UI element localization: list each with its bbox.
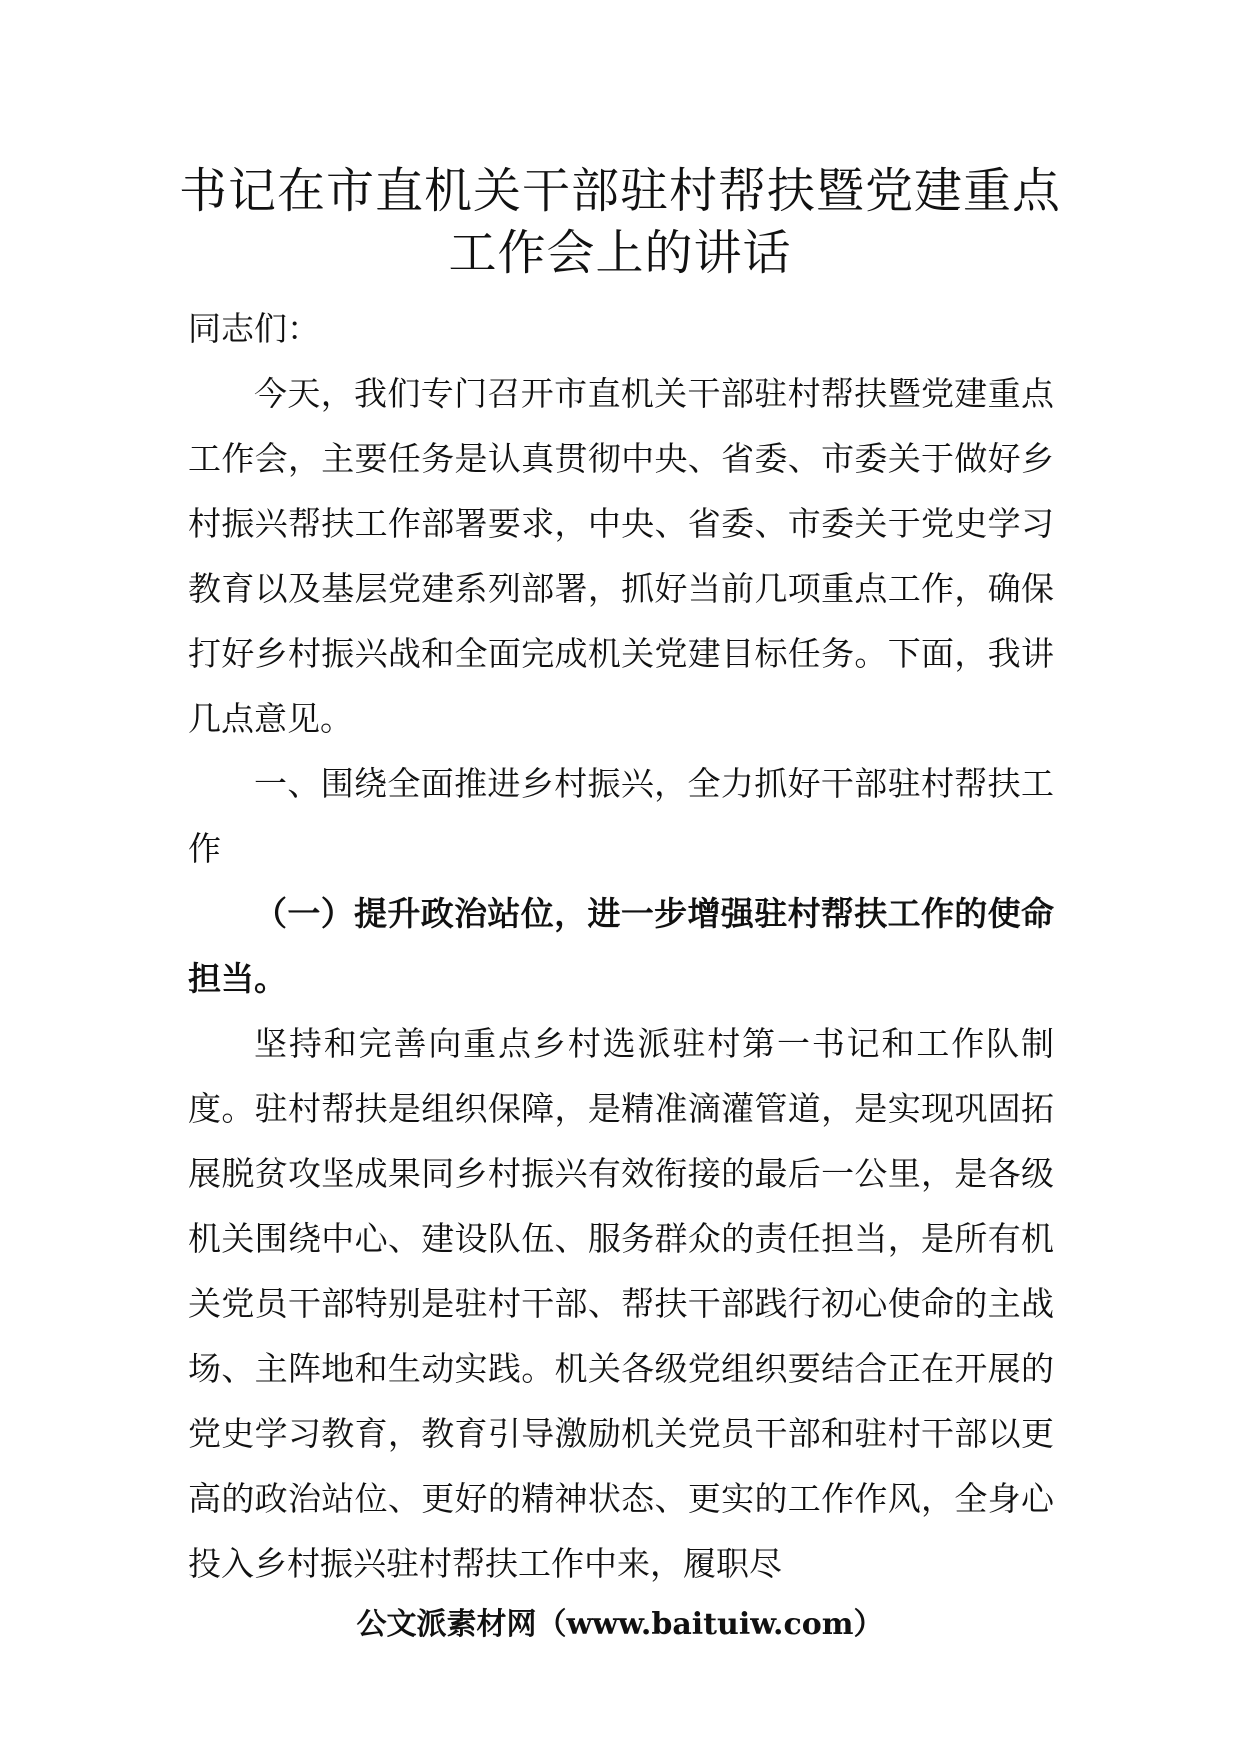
title-line-2: 工作会上的讲话	[448, 225, 792, 281]
document-body	[188, 296, 1054, 1596]
document-title	[150, 160, 1090, 284]
section-heading-1: 一、围绕全面推进乡村振兴，全力抓好干部驻村帮扶工作	[188, 764, 1054, 868]
paragraph-intro: 今天，我们专门召开市直机关干部驻村帮扶暨党建重点工作会，主要任务是认真贯彻中央、省委、市委关于做好乡村振兴帮扶工作部署要求，中央、省委、市委关于党史学习教育以及基层党建系列部署，抓好当前几项重点工作，确保打好乡村振兴战和全面完成机关党建目标任务。下面，我讲几点意见。	[188, 374, 1054, 738]
footer-source-text: 公文派素材网（www.baituiw.com）	[356, 1607, 884, 1642]
title-line-1: 书记在市直机关干部驻村帮扶暨党建重点	[178, 163, 1061, 219]
salutation: 同志们：	[188, 309, 320, 348]
paragraph-body: 坚持和完善向重点乡村选派驻村第一书记和工作队制度。驻村帮扶是组织保障，是精准滴灌管道，是实现巩固拓展脱贫攻坚成果同乡村振兴有效衔接的最后一公里，是各级机关围绕中心、建设队伍、服务群众的责任担当，是所有机关党员干部特别是驻村干部、帮扶干部践行初心使命的主战场、主阵地和生动实践。机关各级党组织要结合正在开展的党史学习教育，教育引导激励机关党员干部和驻村干部以更高的政治站位、更好的精神状态、更实的工作作风，全身心投入乡村振兴驻村帮扶工作中来，履职尽	[188, 1024, 1054, 1583]
subsection-heading-1: （一）提升政治站位，进一步增强驻村帮扶工作的使命担当。	[188, 894, 1054, 998]
